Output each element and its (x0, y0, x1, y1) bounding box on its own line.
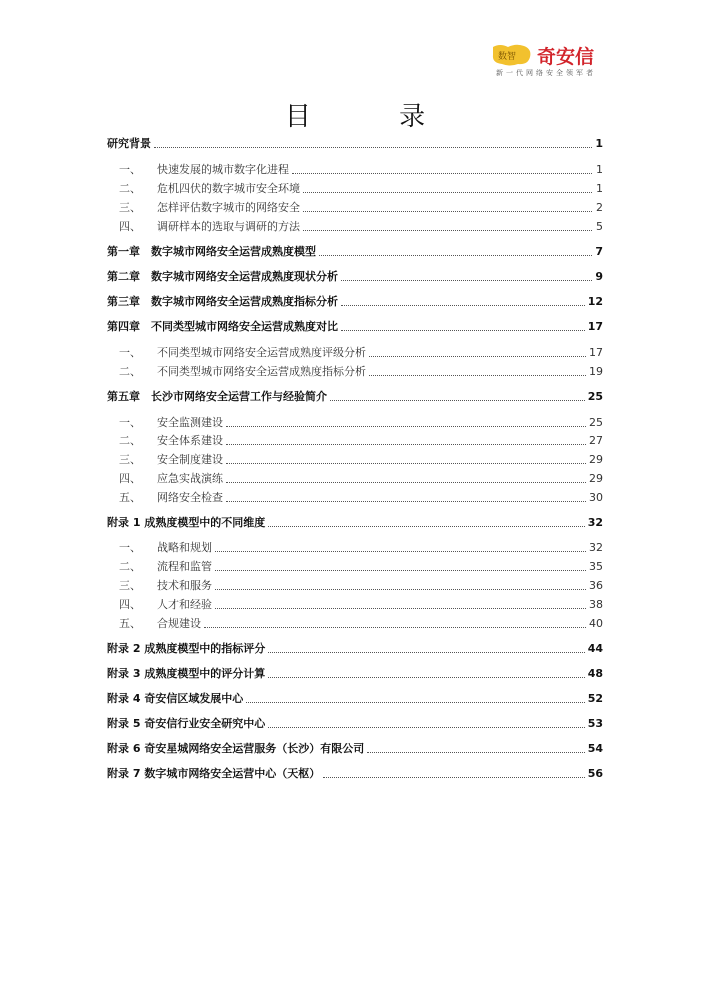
toc-chapter-entry[interactable] (107, 690, 603, 706)
toc-entry-label: 附录 7 数字城市网络安全运营中心（天枢） (107, 767, 321, 780)
toc-entry-label: 网络安全检查 (157, 491, 223, 504)
toc-entry-label: 危机四伏的数字城市安全环境 (157, 182, 300, 195)
toc-entry-page-number: 29 (589, 472, 603, 485)
toc-chapter-entry[interactable] (107, 514, 603, 530)
toc-chapter-entry[interactable] (107, 665, 603, 681)
toc-entry-page-number: 52 (587, 692, 603, 705)
toc-section-entry[interactable] (107, 470, 603, 486)
toc-dot-leader (215, 588, 586, 590)
toc-entry-number: 三、 (119, 453, 141, 466)
toc-section-entry[interactable] (107, 577, 603, 593)
toc-dot-leader (268, 651, 584, 653)
toc-dot-leader (226, 462, 586, 464)
toc-dot-leader (341, 329, 585, 331)
toc-dot-leader (268, 676, 584, 678)
toc-entry-number: 四、 (119, 220, 141, 233)
toc-entry-number: 二、 (119, 434, 141, 447)
toc-section-entry[interactable] (107, 615, 603, 631)
toc-section-entry[interactable] (107, 180, 603, 196)
toc-entry-number: 四、 (119, 472, 141, 485)
toc-entry-label: 安全监测建设 (157, 416, 223, 429)
toc-entry-page-number: 25 (589, 416, 603, 429)
toc-dot-leader (246, 701, 584, 703)
toc-dot-leader (303, 210, 592, 212)
toc-entry-number: 四、 (119, 598, 141, 611)
toc-dot-leader (330, 399, 585, 401)
toc-entry-label: 第三章 数字城市网络安全运营成熟度指标分析 (107, 295, 338, 308)
toc-chapter-entry[interactable] (107, 268, 603, 284)
toc-chapter-entry[interactable] (107, 318, 603, 334)
toc-section-entry[interactable] (107, 414, 603, 430)
toc-section-entry[interactable] (107, 161, 603, 177)
logo-slogan: 新一代网络安全领军者 (496, 69, 596, 77)
page-title: 目 录 (284, 102, 466, 132)
toc-section-entry[interactable] (107, 218, 603, 234)
toc-entry-label: 快速发展的城市数字化进程 (157, 163, 289, 176)
toc-entry-label: 合规建设 (157, 617, 201, 630)
toc-dot-leader (226, 425, 586, 427)
toc-chapter-entry[interactable] (107, 740, 603, 756)
toc-entry-page-number: 40 (589, 617, 603, 630)
toc-chapter-entry[interactable] (107, 765, 603, 781)
toc-dot-leader (369, 355, 586, 357)
toc-dot-leader (268, 726, 584, 728)
toc-entry-label: 第二章 数字城市网络安全运营成熟度现状分析 (107, 270, 338, 283)
toc-dot-leader (215, 569, 586, 571)
toc-entry-page-number: 25 (587, 390, 603, 403)
toc-chapter-entry[interactable] (107, 388, 603, 404)
toc-dot-leader (215, 550, 586, 552)
toc-entry-label: 附录 1 成熟度模型中的不同维度 (107, 516, 266, 529)
toc-entry-page-number: 1 (595, 137, 603, 150)
toc-dot-leader (303, 229, 592, 231)
toc-section-entry[interactable] (107, 489, 603, 505)
toc-section-entry[interactable] (107, 596, 603, 612)
toc-dot-leader (303, 191, 592, 193)
toc-entry-number: 三、 (119, 201, 141, 214)
toc-section-entry[interactable] (107, 558, 603, 574)
toc-chapter-entry[interactable] (107, 243, 603, 259)
toc-entry-number: 一、 (119, 541, 141, 554)
toc-dot-leader (323, 776, 584, 778)
toc-entry-label: 第一章 数字城市网络安全运营成熟度模型 (107, 245, 316, 258)
toc-entry-number: 一、 (119, 416, 141, 429)
logo-brand: 奇安信 (537, 46, 595, 68)
toc-entry-label: 流程和监管 (157, 560, 212, 573)
toc-dot-leader (215, 607, 586, 609)
toc-dot-leader (226, 481, 586, 483)
toc-entry-page-number: 30 (589, 491, 603, 504)
qianxin-logo (490, 40, 610, 80)
toc-dot-leader (226, 500, 586, 502)
toc-section-entry[interactable] (107, 363, 603, 379)
toc-entry-label: 不同类型城市网络安全运营成熟度指标分析 (157, 365, 366, 378)
toc-dot-leader (226, 443, 586, 445)
logo-badge-icon (490, 43, 534, 67)
toc-entry-number: 五、 (119, 491, 141, 504)
toc-entry-label: 附录 2 成熟度模型中的指标评分 (107, 642, 266, 655)
toc-entry-page-number: 12 (587, 295, 603, 308)
toc-entry-label: 安全体系建设 (157, 434, 223, 447)
toc-entry-page-number: 5 (596, 220, 603, 233)
toc-dot-leader (154, 146, 592, 148)
toc-dot-leader (341, 279, 592, 281)
toc-entry-page-number: 9 (595, 270, 603, 283)
toc-entry-page-number: 2 (596, 201, 603, 214)
toc-entry-number: 二、 (119, 365, 141, 378)
toc-entry-label: 应急实战演练 (157, 472, 223, 485)
toc-entry-page-number: 1 (596, 163, 603, 176)
toc-entry-page-number: 32 (589, 541, 603, 554)
toc-entry-number: 五、 (119, 617, 141, 630)
toc-entry-label: 不同类型城市网络安全运营成熟度评级分析 (157, 346, 366, 359)
toc-entry-number: 二、 (119, 560, 141, 573)
toc-entry-label: 研究背景 (107, 137, 151, 150)
toc-chapter-entry[interactable] (107, 715, 603, 731)
toc-entry-label: 附录 3 成熟度模型中的评分计算 (107, 667, 266, 680)
toc-entry-label: 调研样本的选取与调研的方法 (157, 220, 300, 233)
toc-entry-page-number: 38 (589, 598, 603, 611)
toc-dot-leader (367, 751, 584, 753)
toc-entry-label: 第四章 不同类型城市网络安全运营成熟度对比 (107, 320, 338, 333)
toc-section-entry[interactable] (107, 432, 603, 448)
toc-entry-page-number: 17 (587, 320, 603, 333)
toc-entry-page-number: 19 (589, 365, 603, 378)
toc-dot-leader (369, 374, 586, 376)
toc-entry-page-number: 17 (589, 346, 603, 359)
toc-dot-leader (341, 304, 585, 306)
toc-entry-page-number: 32 (587, 516, 603, 529)
toc-entry-label: 附录 4 奇安信区域发展中心 (107, 692, 244, 705)
toc-chapter-entry[interactable] (107, 293, 603, 309)
toc-entry-page-number: 44 (587, 642, 603, 655)
toc-entry-label: 附录 6 奇安星城网络安全运营服务（长沙）有限公司 (107, 742, 365, 755)
toc-entry-label: 人才和经验 (157, 598, 212, 611)
toc-entry-page-number: 56 (587, 767, 603, 780)
toc-entry-number: 三、 (119, 579, 141, 592)
toc-section-entry[interactable] (107, 539, 603, 555)
toc-entry-label: 安全制度建设 (157, 453, 223, 466)
logo-badge-text: 数智 (498, 52, 517, 62)
toc-entry-number: 二、 (119, 182, 141, 195)
toc-entry-number: 一、 (119, 346, 141, 359)
toc-dot-leader (319, 254, 592, 256)
toc-chapter-entry[interactable] (107, 135, 603, 151)
toc-section-entry[interactable] (107, 199, 603, 215)
toc-entry-page-number: 35 (589, 560, 603, 573)
toc-entry-page-number: 7 (595, 245, 603, 258)
toc-dot-leader (292, 172, 592, 174)
toc-entry-page-number: 36 (589, 579, 603, 592)
toc-section-entry[interactable] (107, 344, 603, 360)
toc-entry-label: 战略和规划 (157, 541, 212, 554)
toc-entry-label: 怎样评估数字城市的网络安全 (157, 201, 300, 214)
toc-entry-page-number: 53 (587, 717, 603, 730)
toc-entry-label: 技术和服务 (157, 579, 212, 592)
toc-entry-page-number: 1 (596, 182, 603, 195)
toc-entry-label: 第五章 长沙市网络安全运营工作与经验简介 (107, 390, 327, 403)
toc-entry-page-number: 48 (587, 667, 603, 680)
toc-chapter-entry[interactable] (107, 640, 603, 656)
toc-entry-label: 附录 5 奇安信行业安全研究中心 (107, 717, 266, 730)
toc-entry-page-number: 27 (589, 434, 603, 447)
toc-dot-leader (268, 525, 584, 527)
toc-entry-page-number: 29 (589, 453, 603, 466)
toc-section-entry[interactable] (107, 451, 603, 467)
toc-dot-leader (204, 626, 586, 628)
toc-entry-page-number: 54 (587, 742, 603, 755)
toc-entry-number: 一、 (119, 163, 141, 176)
